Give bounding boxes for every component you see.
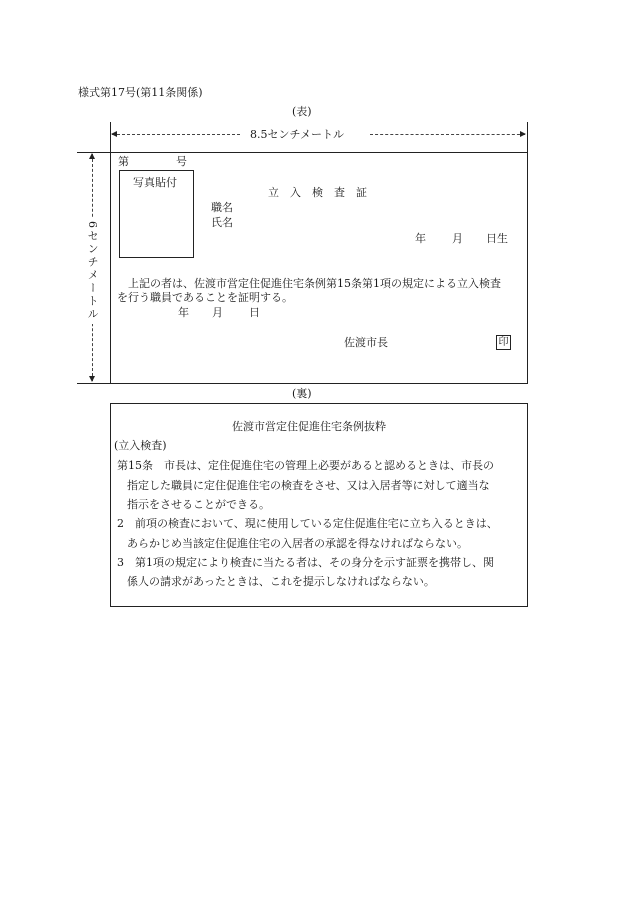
article-line: 2 前項の検査において、現に使用している定住促進住宅に立ち入るときは、 (117, 517, 498, 530)
number-label-dai: 第 (118, 155, 129, 168)
article-line: 3 第1項の規定により検査に当たる者は、その身分を示す証票を携帯し、関 (117, 556, 494, 569)
width-dim-left-tick (110, 122, 111, 152)
back-side-label: (裏) (292, 387, 312, 400)
width-dim-right-tick (527, 122, 528, 152)
job-title-label: 職名 (211, 201, 233, 214)
width-dim-line-right (370, 134, 525, 135)
seal-mark: 印 (496, 335, 511, 350)
article-line: 係人の請求があったときは、これを提示しなければならない。 (127, 575, 435, 588)
birth-month: 月 (452, 232, 463, 245)
birth-day: 日生 (486, 232, 508, 245)
height-label: 6センチメートル (86, 218, 98, 324)
article-line: あらかじめ当該定住促進住宅の入居者の承認を得なければならない。 (127, 537, 468, 550)
issue-day: 日 (249, 306, 260, 319)
arrow-up-icon (89, 153, 95, 159)
arrow-right-icon (520, 131, 526, 137)
width-dim-line-left (112, 134, 240, 135)
form-number: 様式第17号(第11条関係) (78, 86, 203, 99)
back-title: 佐渡市営定住促進住宅条例抜粋 (232, 420, 386, 433)
height-dim-bottom-tick (77, 383, 110, 384)
issue-year: 年 (178, 306, 189, 319)
arrow-left-icon (111, 131, 117, 137)
number-label-go: 号 (176, 155, 187, 168)
article-line: 指定した職員に定住促進住宅の検査をさせ、又は入居者等に対して適当な (127, 479, 490, 492)
photo-label: 写真貼付 (133, 176, 177, 189)
birth-year: 年 (415, 232, 426, 245)
card-title: 立 入 検 査 証 (268, 186, 367, 199)
issuer: 佐渡市長 (344, 336, 388, 349)
name-label: 氏名 (211, 216, 233, 229)
article-line: 指示をさせることができる。 (127, 498, 270, 511)
section-heading: (立入検査) (114, 439, 167, 452)
certify-line-1: 上記の者は、佐渡市営定住促進住宅条例第15条第1項の規定による立入検査 (128, 277, 501, 290)
width-label: 8.5センチメートル (250, 128, 345, 141)
certify-line-2: を行う職員であることを証明する。 (117, 291, 293, 304)
front-side-label: (表) (292, 105, 312, 118)
arrow-down-icon (89, 376, 95, 382)
article-line: 第15条 市長は、定住促進住宅の管理上必要があると認めるときは、市長の (117, 459, 494, 472)
issue-month: 月 (212, 306, 223, 319)
